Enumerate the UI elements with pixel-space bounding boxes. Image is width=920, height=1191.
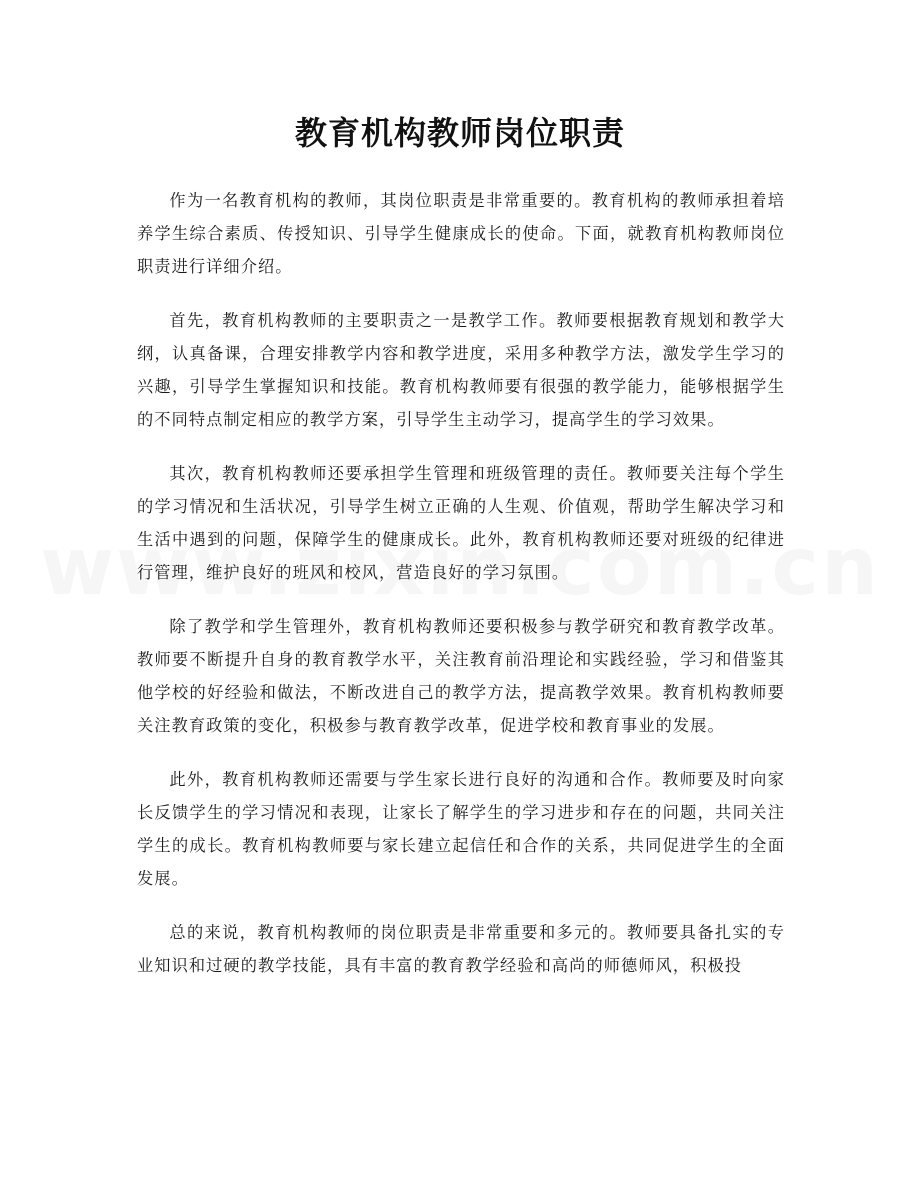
document-title: 教育机构教师岗位职责 xyxy=(294,114,625,152)
paragraph-intro: 作为一名教育机构的教师，其岗位职责是非常重要的。教育机构的教师承担着培养学生综合素质、传授知识、引导学生健康成长的使命。下面，就教育机构教师岗位职责进行详细介绍。 xyxy=(137,191,785,276)
paragraph-summary: 总的来说，教育机构教师的岗位职责是非常重要和多元的。教师要具备扎实的专业知识和过硬的教学技能，具有丰富的教育教学经验和高尚的师德师风，积极投 xyxy=(137,923,785,975)
paragraph-management: 其次，教育机构教师还要承担学生管理和班级管理的责任。教师要关注每个学生的学习情况和生活状况，引导学生树立正确的人生观、价值观，帮助学生解决学习和生活中遇到的问题，保障学生的健康成长。此外，教育机构教师还要对班级的纪律进行管理，维护良好的班风和校风，营造良好的学习氛围。 xyxy=(137,464,785,582)
paragraph-research: 除了教学和学生管理外，教育机构教师还要积极参与教学研究和教育教学改革。教师要不断提升自身的教育教学水平，关注教育前沿理论和实践经验，学习和借鉴其他学校的好经验和做法，不断改进自己的教学方法，提高教学效果。教育机构教师要关注教育政策的变化，积极参与教育教学改革，促进学校和教育事业的发展。 xyxy=(137,617,785,735)
paragraph-parents: 此外，教育机构教师还需要与学生家长进行良好的沟通和合作。教师要及时向家长反馈学生的学习情况和表现，让家长了解学生的学习进步和存在的问题，共同关注学生的成长。教育机构教师要与家长建立起信任和合作的关系，共同促进学生的全面发展。 xyxy=(137,770,785,888)
document-body xyxy=(137,184,785,1003)
paragraph-teaching: 首先，教育机构教师的主要职责之一是教学工作。教师要根据教育规划和教学大纲，认真备课，合理安排教学内容和教学进度，采用多种教学方法，激发学生学习的兴趣，引导学生掌握知识和技能。教育机构教师要有很强的教学能力，能够根据学生的不同特点制定相应的教学方案，引导学生主动学习，提高学生的学习效果。 xyxy=(137,311,785,429)
